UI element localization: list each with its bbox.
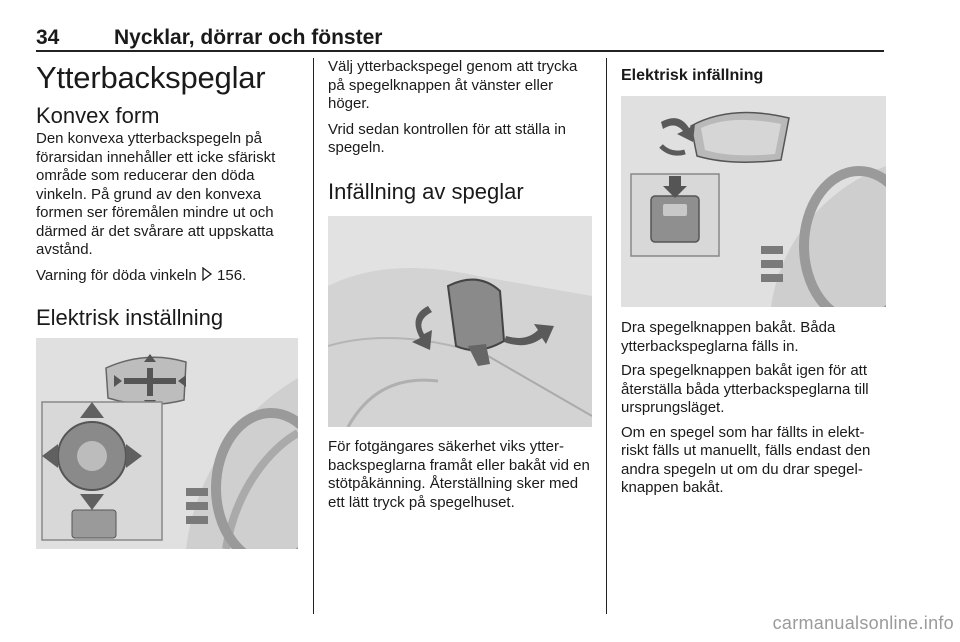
paragraph-convex: Den konvexa ytterbackspegeln på förarsidan innehåller ett icke sfäriskt område som reducerar den döda vinkeln. På grund av den konvexa formen ser föremålen mindre ut och därmed är det svårare att uppskatta avstånd. <box>36 130 276 258</box>
header-rule <box>36 50 884 52</box>
paragraph-pull-button: Dra spegelknappen bakåt. Båda ytterbackspeglarna fälls in. <box>621 319 836 355</box>
page-reference-arrow-icon <box>201 267 213 287</box>
column-2 <box>328 58 592 206</box>
paragraph-blindspot: Varning för döda vinkeln 156. <box>36 267 298 287</box>
page-header <box>36 26 884 52</box>
watermark: carmanualsonline.info <box>772 613 954 633</box>
subsection-heading-convex: Konvex form <box>36 103 160 128</box>
paragraph-turn-control: Vrid sedan kontrollen för att ställa in spegeln. <box>328 120 566 156</box>
chapter-title: Nycklar, dörrar och fönster <box>114 26 383 49</box>
mirror-adjustment-illustration <box>36 338 298 549</box>
page-number: 34 <box>36 26 60 49</box>
column-divider-1 <box>313 58 314 614</box>
paragraph-pull-again: Dra spegelknappen bakåt igen för att återställa båda ytterbackspeglarna till ursprungsläget. <box>621 362 869 416</box>
subsection-heading-folding: Infällning av speglar <box>328 178 524 204</box>
paragraph-manual-unfold: Om en spegel som har fällts in elektriskt fälls ut manuellt, fälls endast den andra spegeln ut om du drar spegelknappen bakåt. <box>621 423 871 496</box>
column-1 <box>36 58 298 332</box>
page-reference: 156. <box>217 266 247 284</box>
column-2-lower <box>328 438 592 512</box>
section-heading: Ytterbackspeglar <box>36 60 266 95</box>
subsection-heading-electric-fold: Elektrisk infällning <box>621 67 764 84</box>
electric-folding-illustration <box>621 96 886 307</box>
column-3 <box>621 58 886 87</box>
column-divider-2 <box>606 58 607 614</box>
paragraph-pedestrian-safety: För fotgängares säkerhet viks ytterbackspeglarna framåt eller bakåt vid en stötpåkänning. Återställning sker med ett lätt tryck på spegelhuset. <box>328 438 590 511</box>
mirror-folding-illustration <box>328 216 592 427</box>
paragraph-select-mirror: Välj ytterbackspegel genom att trycka på spegelknappen åt vänster eller höger. <box>328 58 578 112</box>
column-3-lower <box>621 319 886 498</box>
subsection-heading-electric-adjust: Elektrisk inställning <box>36 305 224 330</box>
